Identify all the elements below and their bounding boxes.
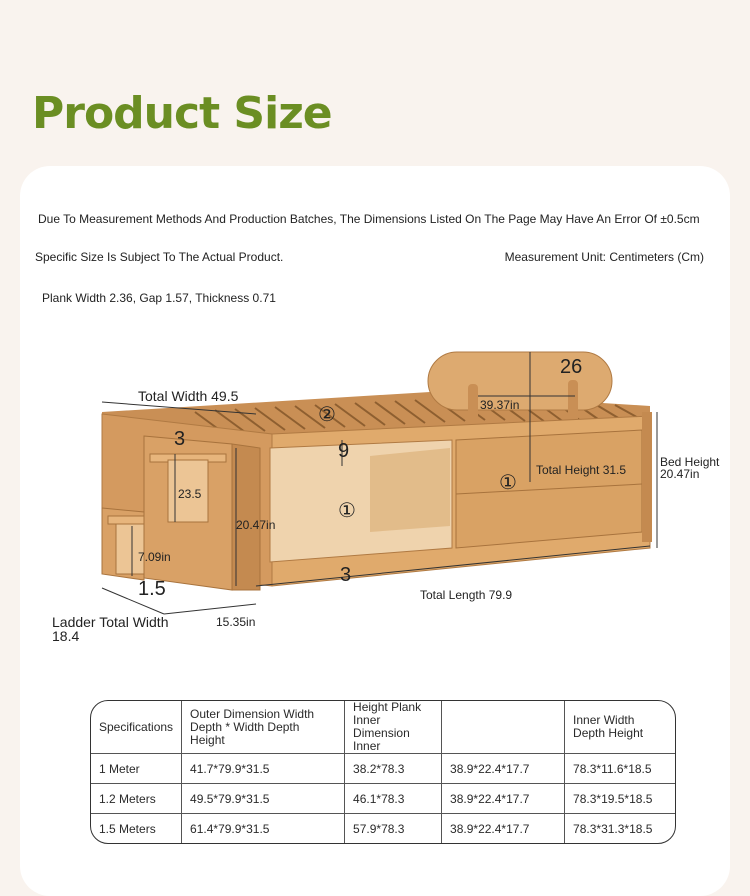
slat-gap-label: 3 xyxy=(174,428,186,450)
header-inner-dimension xyxy=(442,701,565,754)
cell-outer: 49.5*79.9*31.5 xyxy=(182,784,345,814)
total-length-label: Total Length 79.9 xyxy=(420,588,513,602)
error-note: Due To Measurement Methods And Production Batches, The Dimensions Listed On The Page May Have An Error Of ±0.5cm xyxy=(38,212,700,226)
spec-table xyxy=(91,701,675,843)
header-inner-width-depth-height: Inner Width Depth Height xyxy=(565,701,675,754)
page-title: Product Size xyxy=(32,88,332,139)
cell-inner: 38.9*22.4*17.7 xyxy=(442,814,565,843)
ladder-step-label: 23.5 xyxy=(178,487,202,501)
cell-plank: 38.2*78.3 xyxy=(345,754,442,784)
total-height-label: Total Height 31.5 xyxy=(536,463,627,477)
bed-clearance-label: 20.47in xyxy=(236,518,276,532)
bed-diagram xyxy=(20,336,730,656)
cell-outer: 61.4*79.9*31.5 xyxy=(182,814,345,843)
cell-spec: 1.2 Meters xyxy=(91,784,182,814)
subject-note: Specific Size Is Subject To The Actual Product. xyxy=(35,250,284,264)
compartment-two-label: ② xyxy=(318,404,336,426)
cell-plank: 57.9*78.3 xyxy=(345,814,442,843)
cell-inner-whd: 78.3*11.6*18.5 xyxy=(565,754,675,784)
cell-spec: 1.5 Meters xyxy=(91,814,182,843)
headboard-height-label: 26 xyxy=(560,356,583,378)
header-specifications: Specifications xyxy=(91,701,182,754)
base-height-label: 3 xyxy=(340,564,352,586)
cell-plank: 46.1*78.3 xyxy=(345,784,442,814)
compartment-one-left-label: ① xyxy=(338,500,356,522)
compartment-one-right-label: ① xyxy=(499,472,517,494)
table-row xyxy=(91,754,675,784)
ladder-bottom-label: 7.09in xyxy=(138,550,171,564)
ladder-base-label: 1.5 xyxy=(138,578,166,600)
total-width-label: Total Width 49.5 xyxy=(138,388,239,404)
cell-inner-whd: 78.3*31.3*18.5 xyxy=(573,821,653,836)
ladder-total-width-label: Ladder Total Width 18.4 xyxy=(52,614,169,644)
header-outer-dimension: Outer Dimension Width Depth * Width Depth Height xyxy=(182,701,345,754)
table-row xyxy=(91,814,675,843)
cell-inner: 38.9*22.4*17.7 xyxy=(442,784,565,814)
cell-inner: 38.9*22.4*17.7 xyxy=(442,754,565,784)
table-row xyxy=(91,784,675,814)
cell-inner-whd: 78.3*19.5*18.5 xyxy=(565,784,675,814)
cell-outer: 41.7*79.9*31.5 xyxy=(182,754,345,784)
header-plank-inner: Height Plank Inner Dimension Inner xyxy=(345,701,442,754)
bed-illustration xyxy=(20,336,730,656)
cell-spec: 1 Meter xyxy=(91,754,182,784)
headboard xyxy=(428,352,612,410)
unit-note: Measurement Unit: Centimeters (Cm) xyxy=(504,250,704,264)
ladder-depth-label: 15.35in xyxy=(216,615,256,629)
size-card xyxy=(20,166,730,896)
plank-note: Plank Width 2.36, Gap 1.57, Thickness 0.71 xyxy=(42,291,276,305)
spec-table-wrapper xyxy=(90,700,676,844)
bed-height-label: Bed Height 20.47in xyxy=(660,455,720,481)
rail-height-label: 9 xyxy=(338,440,350,462)
table-header-row xyxy=(91,701,675,754)
bed-width-label: 39.37in xyxy=(480,398,520,412)
